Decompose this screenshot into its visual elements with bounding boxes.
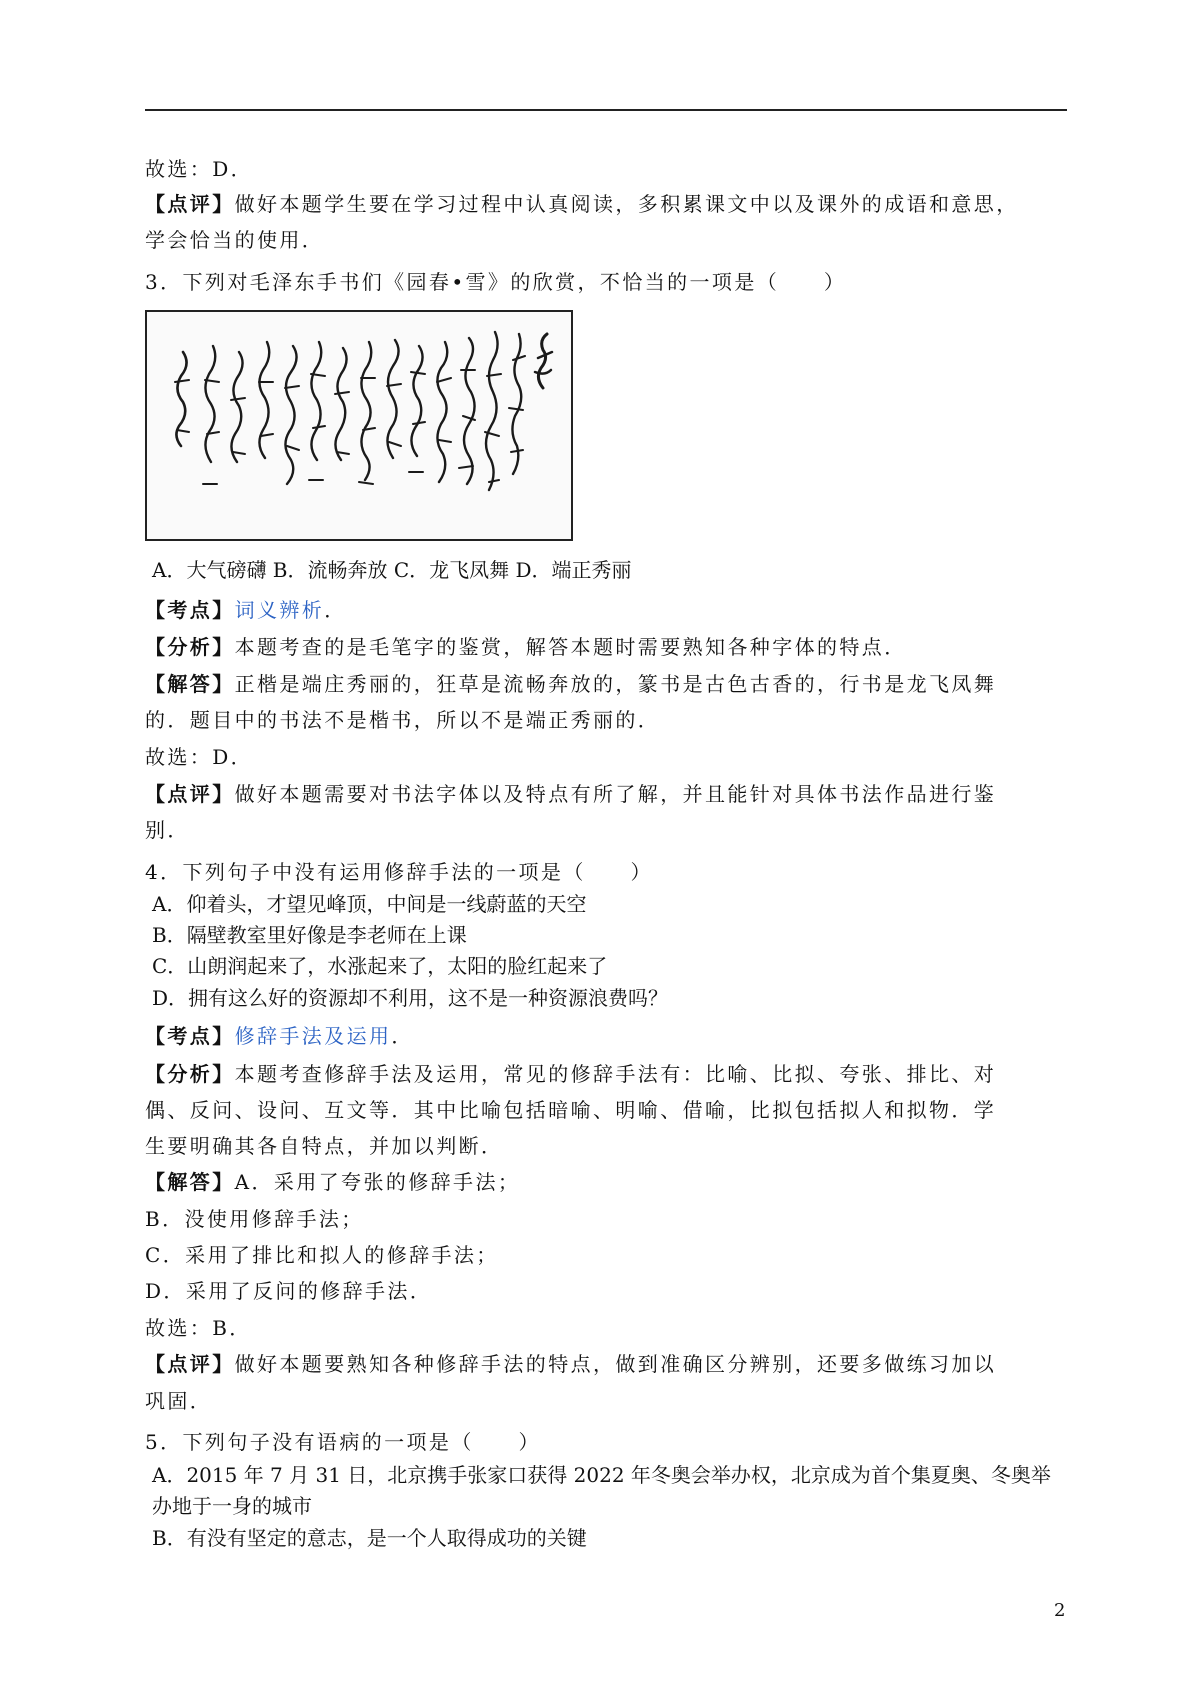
fenxi-line-q3: 【分析】本题考查的是毛笔字的鉴赏，解答本题时需要熟知各种字体的特点． — [145, 635, 907, 659]
question-5-option-a: A．2015 年 7 月 31 日，北京携手张家口获得 2022 年冬奥会举办权，北京成为首个集夏奥、冬奥举 — [152, 1463, 1051, 1487]
jieda-line-q3-cont: 的．题目中的书法不是楷书，所以不是端正秀丽的． — [145, 708, 661, 732]
jieda-line-q4-d: D．采用了反问的修辞手法． — [145, 1279, 433, 1303]
calligraphy-image — [145, 310, 573, 541]
comment-line-q2-cont: 学会恰当的使用． — [145, 228, 325, 252]
page-number: 2 — [1054, 1600, 1066, 1621]
jieda-line-q3: 【解答】正楷是端庄秀丽的，狂草是流畅奔放的，篆书是古色古香的，行书是龙飞凤舞 — [145, 672, 997, 696]
question-3: 3．下列对毛泽东手书们《园春•雪》的欣赏，不恰当的一项是（ ） — [145, 270, 847, 294]
jieda-line-q4-b: B．没使用修辞手法； — [145, 1207, 364, 1231]
comment-line-q4-cont: 巩固． — [145, 1389, 213, 1413]
question-5-option-b: B．有没有坚定的意志，是一个人取得成功的关键 — [152, 1526, 587, 1550]
kaodian-link[interactable]: 修辞手法及运用 — [234, 1024, 392, 1048]
question-4-option-a: A．仰着头，才望见峰顶，中间是一线蔚蓝的天空 — [152, 892, 587, 916]
answer-line-q4: 故选：B． — [145, 1316, 252, 1340]
header-rule — [145, 109, 1067, 111]
comment-line-q4: 【点评】做好本题要熟知各种修辞手法的特点，做到准确区分辨别，还要多做练习加以 — [145, 1352, 997, 1376]
question-4: 4．下列句子中没有运用修辞手法的一项是（ ） — [145, 860, 653, 884]
comment-line-q3: 【点评】做好本题需要对书法字体以及特点有所了解，并且能针对具体书法作品进行鉴 — [145, 782, 997, 806]
comment-line-q3-cont: 别． — [145, 818, 190, 842]
question-5: 5．下列句子没有语病的一项是（ ） — [145, 1430, 541, 1454]
question-3-options: A．大气磅礴 B．流畅奔放 C．龙飞凤舞 D．端正秀丽 — [152, 558, 632, 582]
answer-line-q2: 故选：D． — [145, 157, 254, 181]
fenxi-line-q4-cont2: 生要明确其各自特点，并加以判断． — [145, 1134, 504, 1158]
comment-line-q2: 【点评】做好本题学生要在学习过程中认真阅读，多积累课文中以及课外的成语和意思， — [145, 192, 1019, 216]
fenxi-line-q4: 【分析】本题考查修辞手法及运用，常见的修辞手法有：比喻、比拟、夸张、排比、对 — [145, 1062, 997, 1086]
jieda-line-q4: 【解答】A．采用了夸张的修辞手法； — [145, 1170, 521, 1194]
kaodian-line-q3: 【考点】词义辨析． — [145, 598, 347, 622]
kaodian-link[interactable]: 词义辨析 — [234, 598, 325, 622]
question-4-option-c: C．山朗润起来了，水涨起来了，太阳的脸红起来了 — [152, 954, 608, 978]
answer-line-q3: 故选：D． — [145, 745, 254, 769]
comment-tag: 【点评】 — [145, 192, 235, 216]
fenxi-line-q4-cont1: 偶、反问、设问、互文等．其中比喻包括暗喻、明喻、借喻，比拟包括拟人和拟物．学 — [145, 1098, 997, 1122]
kaodian-line-q4: 【考点】修辞手法及运用． — [145, 1024, 414, 1048]
question-5-option-a-cont: 办地于一身的城市 — [152, 1494, 312, 1518]
question-4-option-b: B．隔壁教室里好像是李老师在上课 — [152, 923, 467, 947]
question-4-option-d: D．拥有这么好的资源却不利用，这不是一种资源浪费吗？ — [152, 986, 669, 1010]
calligraphy-drawing — [147, 312, 571, 539]
jieda-line-q4-c: C．采用了排比和拟人的修辞手法； — [145, 1243, 499, 1267]
